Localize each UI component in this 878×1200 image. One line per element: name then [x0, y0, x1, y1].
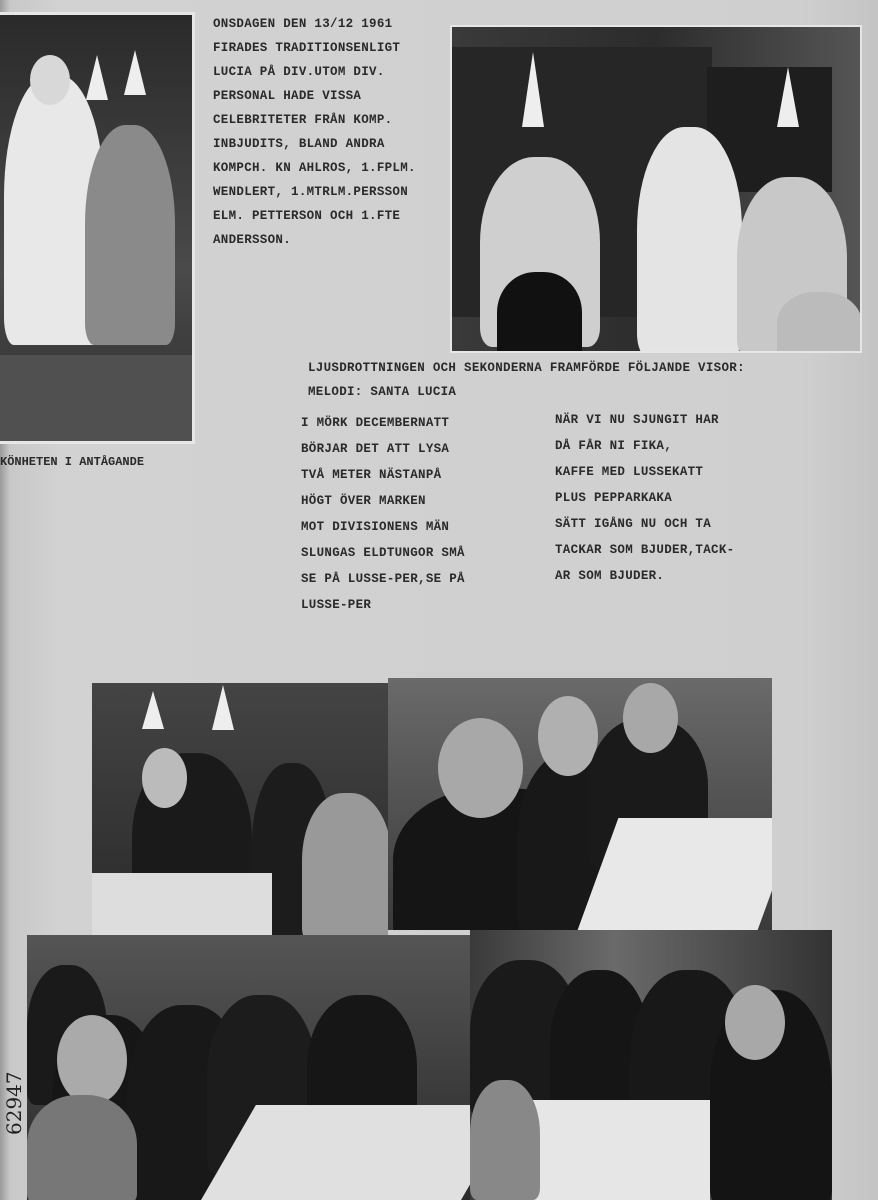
verse-line: TACKAR SOM BJUDER,TACK-	[555, 543, 735, 557]
song-heading-text: LJUSDROTTNINGEN OCH SEKONDERNA FRAMFÖRDE FÖLJANDE VISOR:	[308, 361, 745, 375]
verse-line: DÅ FÅR NI FIKA,	[555, 439, 673, 453]
intro-line: FIRADES TRADITIONSENLIGT	[213, 41, 401, 55]
song-verse-2	[555, 407, 734, 589]
intro-text	[213, 12, 416, 252]
intro-line: CELEBRITETER FRÅN KOMP.	[213, 113, 393, 127]
song-melody: MELODI: SANTA LUCIA	[308, 385, 457, 399]
intro-line: LUCIA PÅ DIV.UTOM DIV.	[213, 65, 385, 79]
verse-line: SE PÅ LUSSE-PER,SE PÅ	[301, 572, 465, 586]
verse-line: PLUS PEPPARKAKA	[555, 491, 673, 505]
verse-line: I MÖRK DECEMBERNATT	[301, 416, 450, 430]
intro-line: ANDERSSON.	[213, 233, 292, 247]
verse-line: NÄR VI NU SJUNGIT HAR	[555, 413, 719, 427]
intro-line: ELM. PETTERSON OCH 1.FTE	[213, 209, 401, 223]
intro-line: KOMPCH. KN AHLROS, 1.FPLM.	[213, 161, 416, 175]
song-verse-1	[301, 410, 465, 618]
photo-officers-table-3	[27, 935, 470, 1200]
handwritten-number: 62947	[2, 1071, 26, 1135]
verse-line: TVÅ METER NÄSTANPÅ	[301, 468, 442, 482]
intro-line: WENDLERT, 1.MTRLM.PERSSON	[213, 185, 409, 199]
intro-line: ONSDAGEN DEN 13/12 1961	[213, 17, 393, 31]
verse-line: SLUNGAS ELDTUNGOR SMÅ	[301, 546, 465, 560]
intro-line: INBJUDITS, BLAND ANDRA	[213, 137, 385, 151]
verse-line: HÖGT ÖVER MARKEN	[301, 494, 426, 508]
photo-lucia-entering	[0, 12, 195, 444]
intro-line: PERSONAL HADE VISSA	[213, 89, 362, 103]
song-heading	[308, 356, 745, 404]
verse-line: BÖRJAR DET ATT LYSA	[301, 442, 450, 456]
verse-line: AR SOM BJUDER.	[555, 569, 665, 583]
photo-caption: KÖNHETEN I ANTÅGANDE	[0, 455, 145, 469]
verse-line: SÄTT IGÅNG NU OCH TA	[555, 517, 712, 531]
verse-line: KAFFE MED LUSSEKATT	[555, 465, 704, 479]
photo-officers-table-4	[470, 930, 832, 1200]
verse-line: LUSSE-PER	[301, 598, 372, 612]
verse-line: MOT DIVISIONENS MÄN	[301, 520, 450, 534]
photo-officers-table-1	[92, 683, 388, 935]
photo-officers-table-2	[388, 678, 772, 930]
photo-lucia-singers	[450, 25, 862, 353]
